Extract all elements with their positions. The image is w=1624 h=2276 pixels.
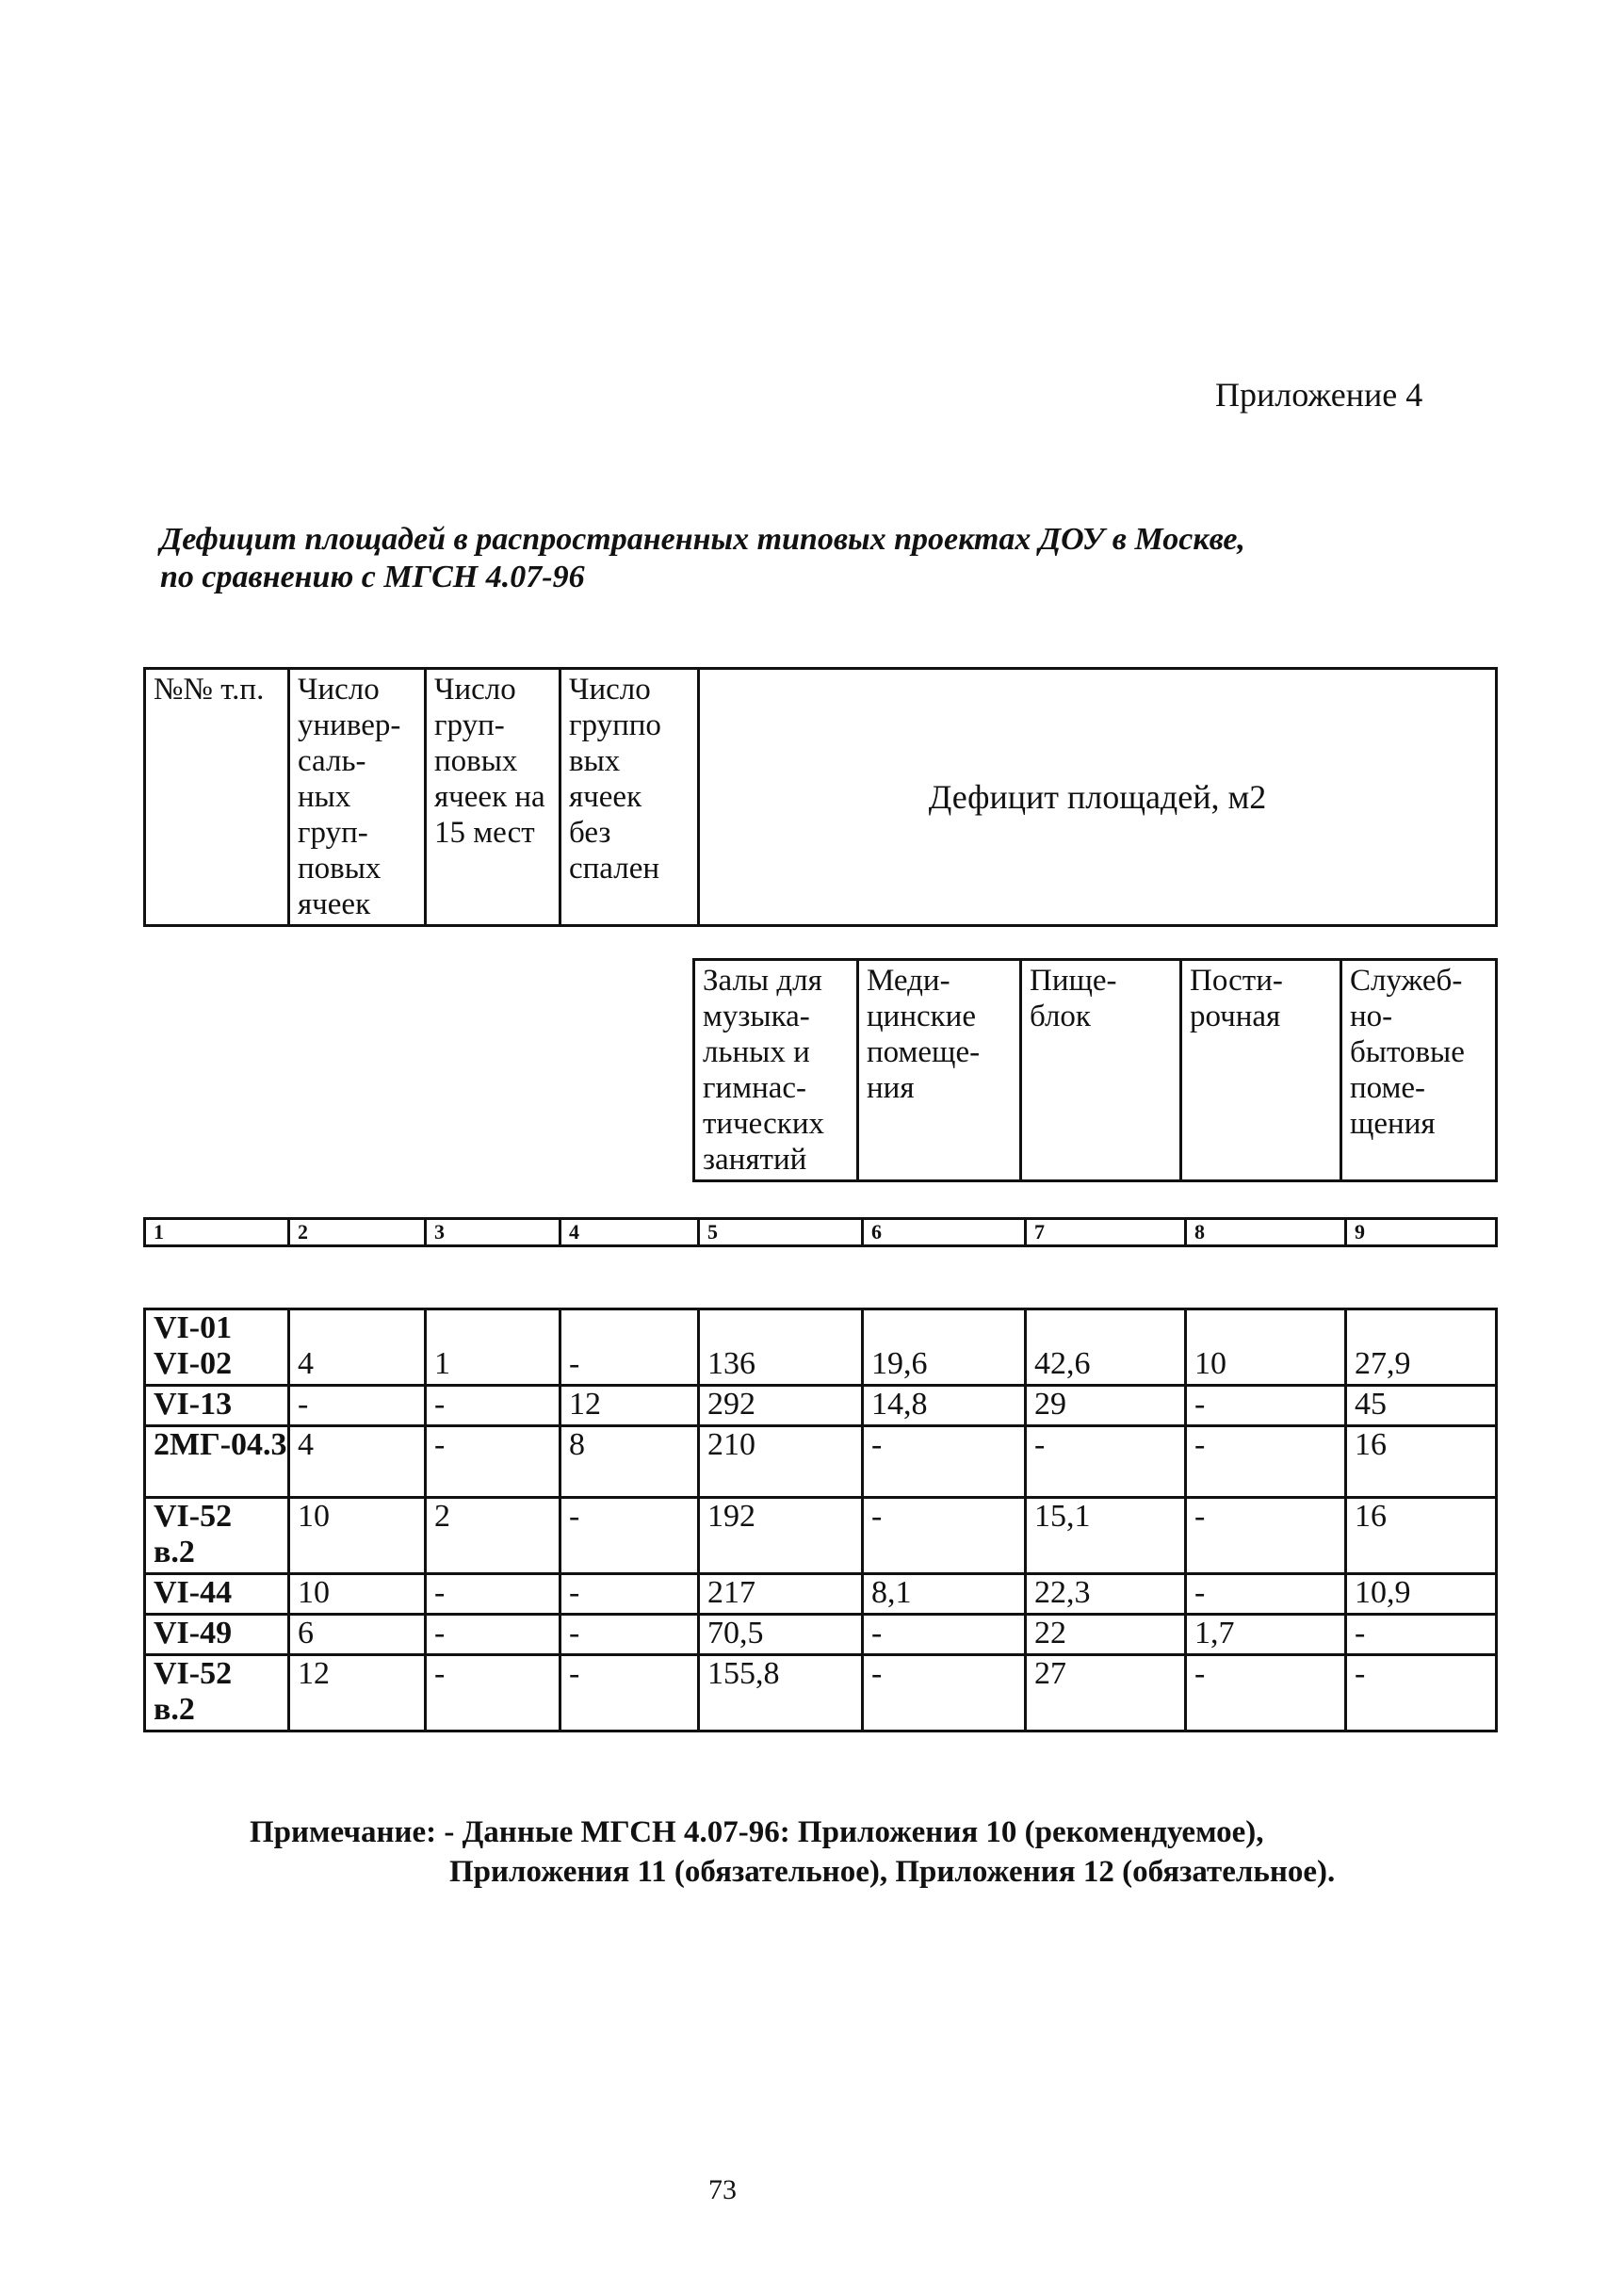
header-table — [143, 667, 1498, 927]
footnote-line-2: Приложения 11 (обязательное), Приложения 12 (обязательное). — [449, 1855, 1336, 1889]
document-title — [160, 521, 1245, 596]
table-cell: 10 — [289, 1498, 426, 1574]
project-code-cell: VI-52 в.2 — [145, 1498, 289, 1574]
table-cell: - — [1186, 1386, 1346, 1426]
table-cell: - — [863, 1426, 1026, 1498]
table-cell: 192 — [699, 1498, 863, 1574]
table-row — [145, 1655, 1497, 1731]
table-cell: - — [426, 1574, 560, 1615]
table-cell: - — [560, 1498, 699, 1574]
table-cell: - — [1346, 1615, 1497, 1655]
table-cell: 16 — [1346, 1498, 1497, 1574]
table-cell: 42,6 — [1026, 1309, 1186, 1386]
column-number: 3 — [426, 1219, 560, 1246]
project-code-cell: VI-01 VI-02 — [145, 1309, 289, 1386]
table-cell: 70,5 — [699, 1615, 863, 1655]
table-row — [145, 1386, 1497, 1426]
subheader-halls: Залы для музыка-льных и гимнас-тических занятий — [694, 960, 858, 1181]
table-cell: 10 — [1186, 1309, 1346, 1386]
table-cell: 4 — [289, 1426, 426, 1498]
column-number: 8 — [1186, 1219, 1346, 1246]
column-number: 9 — [1346, 1219, 1497, 1246]
table-cell: 210 — [699, 1426, 863, 1498]
subheader-laundry: Пости-рочная — [1181, 960, 1341, 1181]
header-project-number: №№ т.п. — [145, 669, 289, 926]
table-cell: 15,1 — [1026, 1498, 1186, 1574]
footnote — [250, 1813, 1335, 1892]
table-cell: 136 — [699, 1309, 863, 1386]
column-number: 5 — [699, 1219, 863, 1246]
table-cell: 4 — [289, 1309, 426, 1386]
project-code-cell: VI-44 — [145, 1574, 289, 1615]
table-cell: - — [1186, 1426, 1346, 1498]
table-cell: 12 — [289, 1655, 426, 1731]
appendix-label: Приложение 4 — [1215, 376, 1423, 414]
table-cell: - — [1026, 1426, 1186, 1498]
column-number: 1 — [145, 1219, 289, 1246]
table-cell: 29 — [1026, 1386, 1186, 1426]
table-cell: - — [426, 1655, 560, 1731]
project-code-cell: VI-52 в.2 — [145, 1655, 289, 1731]
table-row — [145, 1309, 1497, 1386]
table-row — [145, 1498, 1497, 1574]
table-cell: 1 — [426, 1309, 560, 1386]
project-code-cell: VI-13 — [145, 1386, 289, 1426]
table-cell: - — [560, 1615, 699, 1655]
table-cell: - — [863, 1655, 1026, 1731]
table-cell: 1,7 — [1186, 1615, 1346, 1655]
column-number: 7 — [1026, 1219, 1186, 1246]
table-row — [145, 1615, 1497, 1655]
subheader-food-block: Пище-блок — [1021, 960, 1181, 1181]
column-number: 6 — [863, 1219, 1026, 1246]
header-group-cells-no-bedroom: Число группо вых ячеек без спален — [560, 669, 699, 926]
page-number: 73 — [708, 2174, 737, 2205]
header-area-deficit: Дефицит площадей, м2 — [699, 669, 1497, 926]
table-cell: 155,8 — [699, 1655, 863, 1731]
subheader-table — [692, 958, 1498, 1182]
table-cell: 8,1 — [863, 1574, 1026, 1615]
table-cell: 10 — [289, 1574, 426, 1615]
header-group-cells-15: Число груп-повых ячеек на 15 мест — [426, 669, 560, 926]
table-cell: 22 — [1026, 1615, 1186, 1655]
table-cell: 22,3 — [1026, 1574, 1186, 1615]
table-cell: - — [560, 1309, 699, 1386]
project-code-cell: VI-49 — [145, 1615, 289, 1655]
table-cell: 14,8 — [863, 1386, 1026, 1426]
subheader-medical: Меди-цинские помеще-ния — [858, 960, 1021, 1181]
table-cell: - — [863, 1498, 1026, 1574]
table-cell: 2 — [426, 1498, 560, 1574]
data-table — [143, 1308, 1498, 1732]
column-number-table — [143, 1217, 1498, 1247]
table-cell: 19,6 — [863, 1309, 1026, 1386]
table-cell: 27 — [1026, 1655, 1186, 1731]
table-cell: 12 — [560, 1386, 699, 1426]
header-universal-cells: Число универ-саль-ных груп-повых ячеек — [289, 669, 426, 926]
table-row — [145, 1574, 1497, 1615]
table-cell: - — [1346, 1655, 1497, 1731]
table-cell: 16 — [1346, 1426, 1497, 1498]
table-cell: - — [1186, 1498, 1346, 1574]
table-cell: - — [426, 1615, 560, 1655]
table-cell: - — [426, 1426, 560, 1498]
table-cell: - — [863, 1615, 1026, 1655]
table-cell: - — [289, 1386, 426, 1426]
table-cell: 10,9 — [1346, 1574, 1497, 1615]
footnote-line-1: Примечание: - Данные МГСН 4.07-96: Приложения 10 (рекомендуемое), — [250, 1815, 1264, 1849]
table-cell: 27,9 — [1346, 1309, 1497, 1386]
table-cell: 8 — [560, 1426, 699, 1498]
column-number: 4 — [560, 1219, 699, 1246]
title-line-2: по сравнению с МГСН 4.07-96 — [160, 560, 585, 594]
table-cell: - — [426, 1386, 560, 1426]
title-line-1: Дефицит площадей в распространенных типовых проектах ДОУ в Москве, — [160, 522, 1245, 557]
table-cell: - — [560, 1574, 699, 1615]
table-cell: 6 — [289, 1615, 426, 1655]
project-code-cell: 2МГ-04.3 — [145, 1426, 289, 1498]
table-row — [145, 1426, 1497, 1498]
table-cell: 292 — [699, 1386, 863, 1426]
table-cell: 217 — [699, 1574, 863, 1615]
table-cell: 45 — [1346, 1386, 1497, 1426]
table-cell: - — [1186, 1574, 1346, 1615]
table-cell: - — [560, 1655, 699, 1731]
subheader-service-rooms: Служеб-но-бытовые поме-щения — [1341, 960, 1497, 1181]
table-cell: - — [1186, 1655, 1346, 1731]
column-number: 2 — [289, 1219, 426, 1246]
